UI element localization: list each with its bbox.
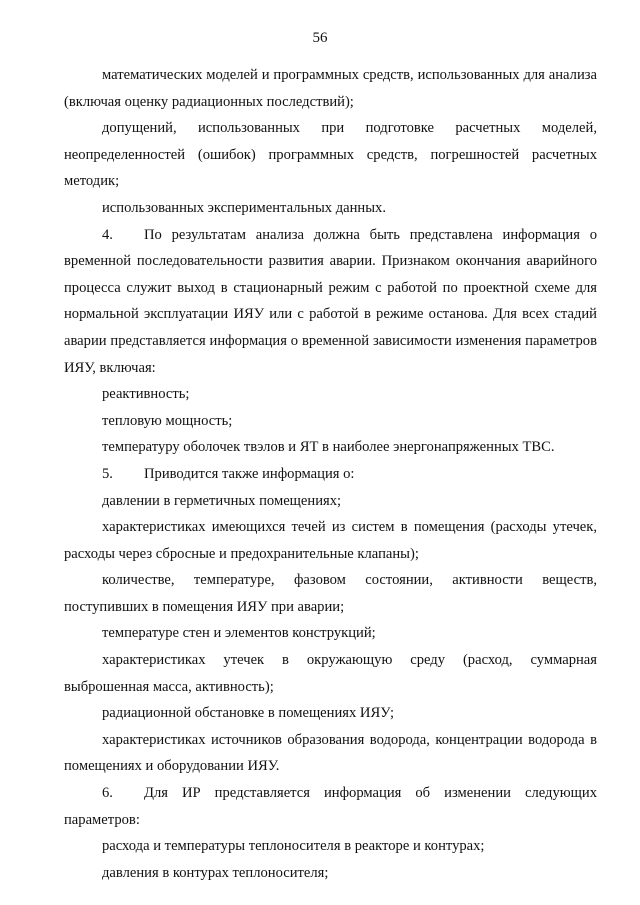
paragraph-text: Приводится также информация о:	[144, 465, 355, 482]
paragraph	[64, 567, 597, 620]
paragraph-text: характеристиках источников образования водорода, концентрации водорода в помещениях и оборудовании ИЯУ.	[64, 731, 597, 775]
paragraph	[64, 860, 597, 887]
paragraph-text: допущений, использованных при подготовке расчетных моделей, неопределенностей (ошибок) программных средств, погрешностей расчетных методик;	[64, 120, 597, 190]
item-number: 5.	[102, 465, 113, 482]
numbered-paragraph	[64, 222, 597, 382]
paragraph-text: использованных экспериментальных данных.	[102, 199, 386, 216]
item-number: 6.	[102, 785, 113, 802]
paragraph-text: Для ИР представляется информация об изменении следующих параметров:	[64, 785, 597, 828]
item-number: 4.	[102, 226, 113, 243]
paragraph	[64, 62, 597, 115]
page-number: 56	[312, 30, 328, 46]
paragraph-text: характеристиках имеющихся течей из систем в помещения (расходы утечек, расходы через сбросные и предохранительные клапаны);	[64, 519, 597, 562]
paragraph	[64, 833, 597, 860]
paragraph	[64, 408, 597, 435]
paragraph	[64, 727, 597, 780]
paragraph-text: По результатам анализа должна быть представлена информация о временной последовательности развития аварии. Признаком окончания аварийного процесса служит выход в стационарный режим с работой по проектной схеме для нормальной эксплуатации ИЯУ или с работой в режиме останова. Для всех стадий аварии представляется информация о временной зависимости изменения параметров ИЯУ, включая:	[64, 226, 597, 376]
numbered-paragraph	[64, 461, 597, 488]
paragraph	[64, 647, 597, 700]
paragraph-text: тепловую мощность;	[102, 412, 233, 429]
paragraph-text: математических моделей и программных средств, использованных для анализа (включая оценку радиационных последствий);	[64, 67, 597, 110]
paragraph-text: давления в контурах теплоносителя;	[102, 864, 329, 881]
paragraph-text: количестве, температуре, фазовом состоянии, активности веществ, поступивших в помещения ИЯУ при аварии;	[64, 572, 597, 615]
paragraph-text: радиационной обстановке в помещениях ИЯУ;	[102, 705, 395, 722]
paragraph	[64, 381, 597, 408]
paragraph-text: реактивность;	[102, 386, 190, 403]
paragraph-text: давлении в герметичных помещениях;	[102, 492, 342, 509]
document-body	[64, 62, 597, 886]
paragraph-text: расхода и температуры теплоносителя в реакторе и контурах;	[102, 838, 485, 855]
paragraph	[64, 115, 597, 195]
paragraph	[64, 514, 597, 567]
paragraph	[64, 195, 597, 222]
paragraph	[64, 434, 597, 461]
paragraph-text: характеристиках утечек в окружающую среду (расход, суммарная выброшенная масса, активность);	[64, 652, 597, 695]
numbered-paragraph	[64, 780, 597, 833]
paragraph	[64, 700, 597, 727]
paragraph-text: температуре стен и элементов конструкций;	[102, 625, 376, 642]
paragraph	[64, 620, 597, 647]
paragraph-text: температуру оболочек твэлов и ЯТ в наиболее энергонапряженных ТВС.	[102, 439, 555, 456]
paragraph	[64, 488, 597, 515]
